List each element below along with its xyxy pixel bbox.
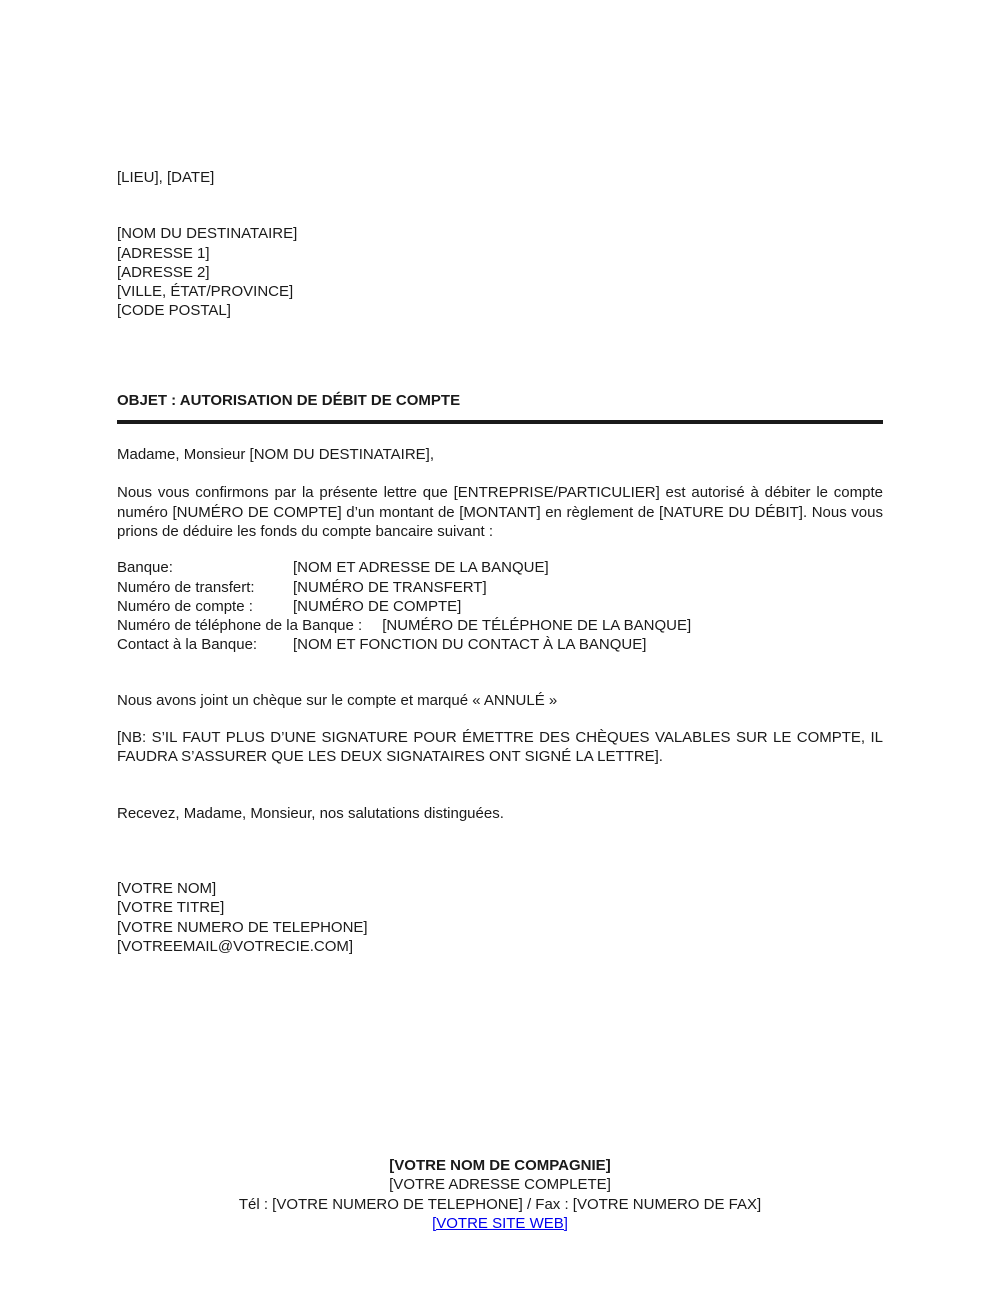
bank-value: [NUMÉRO DE COMPTE] [293, 597, 462, 615]
company-footer [0, 1156, 1000, 1233]
bank-row-banque [117, 558, 883, 577]
cheque-note: Nous avons joint un chèque sur le compte et marqué « ANNULÉ » [117, 691, 558, 709]
website-link[interactable]: [VOTRE SITE WEB] [432, 1214, 568, 1232]
bank-row-contact [117, 635, 883, 654]
recipient-city-state: [VILLE, ÉTAT/PROVINCE] [117, 283, 294, 301]
bank-value: [NUMÉRO DE TÉLÉPHONE DE LA BANQUE] [382, 617, 692, 635]
bank-row-telephone [117, 616, 883, 635]
recipient-postal-code: [CODE POSTAL] [117, 302, 231, 320]
closing-line: Recevez, Madame, Monsieur, nos salutations distinguées. [117, 804, 504, 822]
footer-website-row [0, 1214, 1000, 1233]
sender-name: [VOTRE NOM] [117, 879, 217, 897]
bank-value: [NOM ET FONCTION DU CONTACT À LA BANQUE] [293, 636, 647, 654]
date-line: [LIEU], [DATE] [117, 169, 215, 186]
recipient-name: [NOM DU DESTINATAIRE] [117, 225, 298, 243]
nb-paragraph: [NB: S’IL FAUT PLUS D’UNE SIGNATURE POUR ÉMETTRE DES CHÈQUES VALABLES SUR LE COMPTE, IL FAUDRA S’ASSURER QUE LES DEUX SIGNATAIRES ONT SIGNÉ LA LETTRE]. [117, 729, 883, 766]
signature-block [117, 879, 883, 956]
salutation: Madame, Monsieur [NOM DU DESTINATAIRE], [117, 446, 435, 464]
bank-row-transfert [117, 578, 883, 597]
bank-value: [NUMÉRO DE TRANSFERT] [293, 578, 487, 596]
footer-company-name: [VOTRE NOM DE COMPAGNIE] [389, 1157, 611, 1174]
bank-label: Numéro de téléphone de la Banque : [117, 617, 363, 635]
subject-line: OBJET : AUTORISATION DE DÉBIT DE COMPTE [117, 391, 883, 424]
sender-title: [VOTRE TITRE] [117, 899, 225, 917]
bank-label: Banque: [117, 559, 173, 577]
sender-phone: [VOTRE NUMERO DE TELEPHONE] [117, 918, 368, 936]
bank-label: Numéro de transfert: [117, 578, 255, 596]
footer-address: [VOTRE ADRESSE COMPLETE] [389, 1176, 611, 1194]
bank-label: Contact à la Banque: [117, 636, 258, 654]
letter-body [117, 168, 883, 956]
recipient-address-2: [ADRESSE 2] [117, 263, 210, 281]
sender-email: [VOTREEMAIL@VOTRECIE.COM] [117, 937, 354, 955]
bank-value: [NOM ET ADRESSE DE LA BANQUE] [293, 559, 549, 577]
footer-phone-fax: Tél : [VOTRE NUMERO DE TELEPHONE] / Fax : [VOTRE NUMERO DE FAX] [238, 1195, 762, 1213]
body-paragraph: Nous vous confirmons par la présente lettre que [ENTREPRISE/PARTICULIER] est autorisé à débiter le compte numéro [NUMÉRO DE COMPTE] d’un montant de [MONTANT] en règlement de [NATURE DU DÉBIT]. Nous vous prions de déduire les fonds du compte bancaire suivant : [117, 484, 883, 540]
bank-details [117, 558, 883, 654]
recipient-address-1: [ADRESSE 1] [117, 244, 210, 262]
bank-row-compte [117, 597, 883, 616]
recipient-block [117, 224, 883, 320]
bank-label: Numéro de compte : [117, 597, 253, 615]
